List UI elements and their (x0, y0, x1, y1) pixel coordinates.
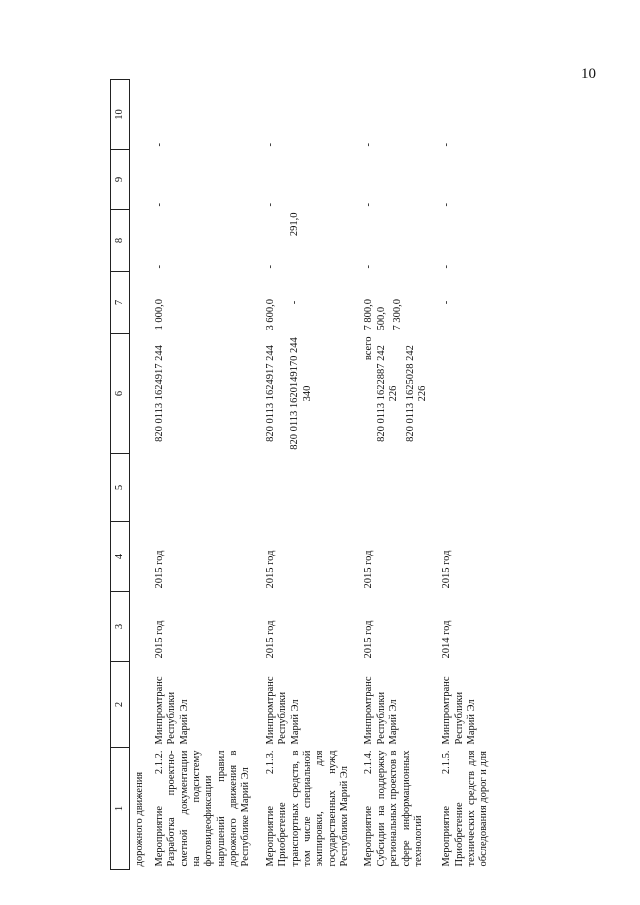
amount-col9: - (153, 203, 165, 207)
end-year: 2015 год (441, 550, 453, 589)
col-header-5: 5 (111, 454, 130, 522)
header-row (111, 80, 130, 870)
budget-code-cell (153, 334, 254, 454)
col-header-8: 8 (111, 210, 130, 272)
col-header-1: 1 (111, 748, 130, 870)
start-year: 2015 год (363, 620, 375, 659)
amount-col8: - (363, 265, 375, 269)
start-year: 2015 год (153, 620, 165, 659)
budget-code: 820 0113 1625028 242 226 (404, 345, 428, 442)
continuation-row (130, 80, 153, 870)
amount-col8: - 291,0 (264, 212, 301, 269)
amount-col7: 3 600,0 - (264, 299, 301, 331)
amount-col8: - (153, 265, 165, 269)
budget-code: 820 0113 1624917 244 (264, 345, 276, 442)
amount-col10: - (264, 143, 276, 147)
col5-cell (264, 454, 353, 522)
responsible-executor: Минпромтранс Республики Марий Эл (264, 676, 301, 745)
responsible-executor: Минпромтранс Республики Марий Эл (153, 676, 190, 745)
amount-col9: - (363, 203, 375, 207)
budget-code-total-label: всего (363, 336, 375, 361)
amount-col10: - (363, 143, 375, 147)
amount-col10: - (441, 143, 453, 147)
program-table (110, 79, 492, 870)
budget-code: 820 0113 1622887 242 226 (375, 345, 400, 442)
col5-cell (440, 454, 492, 522)
col-header-10: 10 (111, 80, 130, 150)
measure-description: Мероприятие 2.1.4. Субсидии на поддержку региональных проектов в сфере информационных технологий (363, 750, 424, 867)
budget-code-cell (264, 334, 353, 454)
budget-code: 820 0113 1620149170 244 340 (289, 337, 313, 450)
budget-code-cell (362, 334, 430, 454)
measure-description: Мероприятие 2.1.3. Приобретение транспортных средств, в том числе специальной экипировки, для государственных нужд Республики Марий Эл (264, 750, 350, 867)
rotated-table-wrapper (110, 80, 600, 870)
end-year: 2015 год (264, 550, 276, 589)
end-year: 2015 год (363, 550, 375, 589)
col5-cell (153, 454, 254, 522)
responsible-executor: Минпромтранс Республики Марий Эл (363, 676, 400, 745)
measure-description: Мероприятие 2.1.2. Разработка проектно-сметной документации на подсистему фотовидеофиксации нарушений правил дорожного движения в Республике Марий Эл (153, 750, 252, 867)
col-header-9: 9 (111, 150, 130, 210)
rotated-table-area (110, 80, 600, 870)
col-header-4: 4 (111, 522, 130, 592)
end-year: 2015 год (153, 550, 165, 589)
amount-col9: - (264, 203, 276, 207)
col5-cell (362, 454, 430, 522)
page-number: 10 (581, 66, 596, 82)
amount-col9: - (441, 203, 453, 207)
responsible-executor: Минпромтранс Республики Марий Эл (441, 676, 477, 745)
continuation-text: дорожного движения (134, 771, 146, 867)
col-header-2: 2 (111, 662, 130, 748)
col-header-3: 3 (111, 592, 130, 662)
col-header-7: 7 (111, 272, 130, 334)
measure-description: Мероприятие 2.1.5. Приобретение технических средств для обследования дорог и для (441, 750, 490, 867)
amount-col7: 7 800,0 500,0 7 300,0 (363, 299, 404, 331)
amount-col7: - (441, 300, 453, 305)
start-year: 2014 год (441, 620, 453, 659)
table-row (153, 80, 254, 870)
budget-code-cell (440, 334, 492, 454)
amount-col8: - (441, 265, 453, 269)
budget-code: 820 0113 1624917 244 (153, 345, 165, 442)
table-row (362, 80, 430, 870)
amount-col7: 1 000,0 (153, 299, 165, 331)
amount-col10: - (153, 143, 165, 147)
start-year: 2015 год (264, 620, 276, 659)
table-row (440, 80, 492, 870)
col-header-6: 6 (111, 334, 130, 454)
table-row (264, 80, 353, 870)
